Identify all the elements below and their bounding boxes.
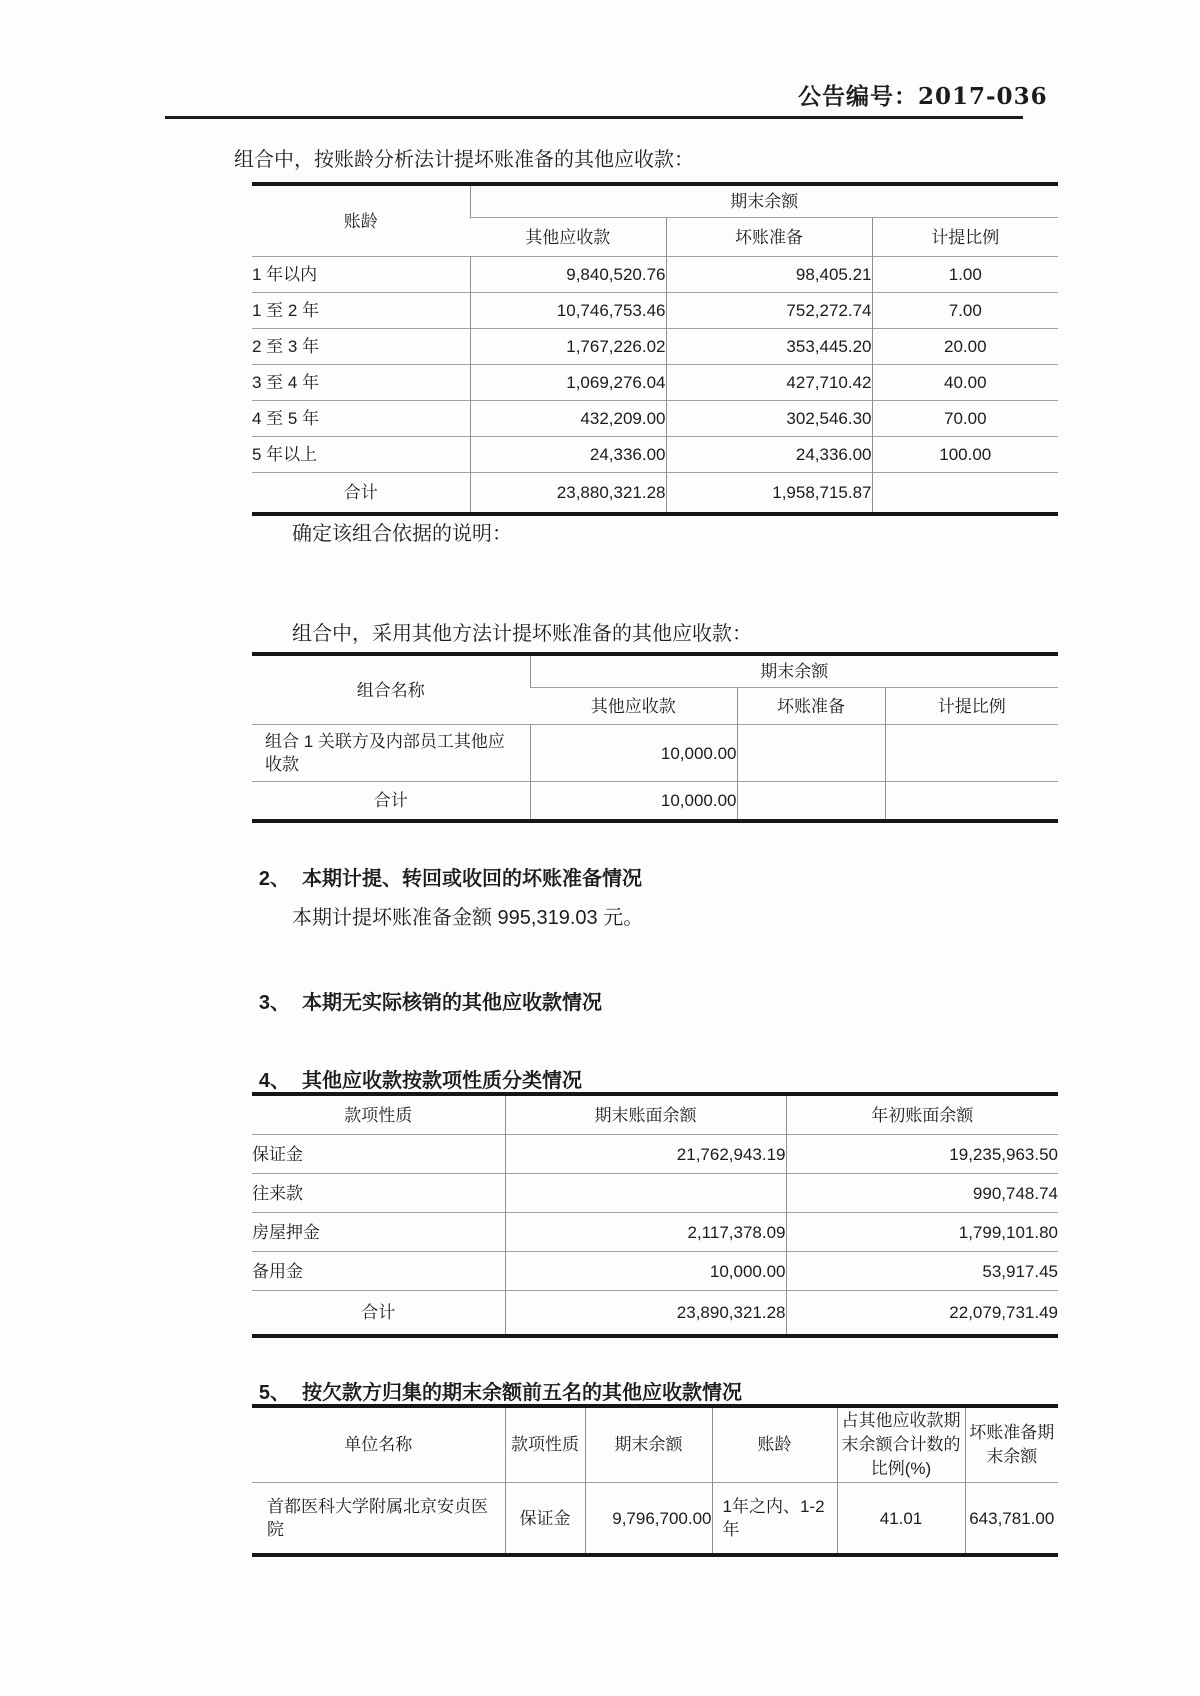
cell-nature: 保证金 xyxy=(505,1483,585,1556)
section-4-heading xyxy=(240,1064,582,1093)
cell-age: 3 至 4 年 xyxy=(252,365,470,401)
cell-receivable: 1,069,276.04 xyxy=(470,365,666,401)
cell-nature: 保证金 xyxy=(252,1135,505,1174)
cell-ending-balance xyxy=(505,1174,786,1213)
col-header-bad-debt-provision: 坏账准备 xyxy=(737,688,885,725)
cell-beginning-balance: 990,748.74 xyxy=(786,1174,1058,1213)
cell-age: 4 至 5 年 xyxy=(252,401,470,437)
col-header-ending-balance-group: 期末余额 xyxy=(470,184,1058,218)
col-header-ending-book-balance: 期末账面余额 xyxy=(505,1094,786,1135)
col-header-portfolio-name: 组合名称 xyxy=(356,680,425,700)
col-header-ending-balance: 期末余额 xyxy=(585,1406,712,1483)
col-header-other-receivables: 其他应收款 xyxy=(470,218,666,257)
cell-total-ending-balance: 23,890,321.28 xyxy=(505,1291,786,1337)
cell-ratio: 20.00 xyxy=(872,329,1058,365)
col-header-bad-debt-provision: 坏账准备 xyxy=(666,218,872,257)
table-total-row xyxy=(252,782,1058,822)
cell-receivable: 9,840,520.76 xyxy=(470,257,666,293)
section-2-number: 2、 xyxy=(258,868,290,890)
col-header-ratio-of-total: 占其他应收款期末余额合计数的比例(%) xyxy=(837,1406,965,1483)
cell-age: 1 至 2 年 xyxy=(252,293,470,329)
col-header-other-receivables: 其他应收款 xyxy=(530,688,737,725)
cell-total-label: 合计 xyxy=(252,1291,505,1337)
section-3-heading xyxy=(240,986,602,1015)
table-header-row xyxy=(252,1406,1058,1483)
cell-beginning-balance: 19,235,963.50 xyxy=(786,1135,1058,1174)
cell-beginning-balance: 1,799,101.80 xyxy=(786,1213,1058,1252)
section-2-title: 本期计提、转回或收回的坏账准备情况 xyxy=(302,868,642,890)
cell-ratio-of-total: 41.01 xyxy=(837,1483,965,1556)
table-total-row xyxy=(252,473,1058,515)
cell-ratio: 1.00 xyxy=(872,257,1058,293)
cell-total-receivable: 23,880,321.28 xyxy=(470,473,666,515)
cell-bad-debt-ending-balance: 643,781.00 xyxy=(965,1483,1058,1556)
nature-classification-table xyxy=(252,1092,1058,1338)
table-row xyxy=(252,1252,1058,1291)
cell-nature: 房屋押金 xyxy=(252,1213,505,1252)
top-five-debtors-table xyxy=(252,1404,1058,1557)
cell-ending-balance: 2,117,378.09 xyxy=(505,1213,786,1252)
cell-ratio: 40.00 xyxy=(872,365,1058,401)
section-5-title: 按欠款方归集的期末余额前五名的其他应收款情况 xyxy=(302,1382,742,1404)
cell-receivable: 10,746,753.46 xyxy=(470,293,666,329)
cell-ratio: 70.00 xyxy=(872,401,1058,437)
cell-bad-debt: 752,272.74 xyxy=(666,293,872,329)
intro-paragraph: 组合中，按账龄分析法计提坏账准备的其他应收款： xyxy=(234,149,694,171)
col-header-age: 账龄 xyxy=(712,1406,837,1483)
cell-bad-debt: 98,405.21 xyxy=(666,257,872,293)
cell-total-ratio xyxy=(872,473,1058,515)
cell-bad-debt: 427,710.42 xyxy=(666,365,872,401)
table-row xyxy=(252,437,1058,473)
cell-receivable: 1,767,226.02 xyxy=(470,329,666,365)
table-row xyxy=(252,293,1058,329)
cell-ending-balance: 9,796,700.00 xyxy=(585,1483,712,1556)
cell-total-ratio xyxy=(885,782,1058,822)
cell-bad-debt: 24,336.00 xyxy=(666,437,872,473)
table-header-row xyxy=(252,654,1058,688)
section-5-number: 5、 xyxy=(258,1382,290,1404)
cell-total-beginning-balance: 22,079,731.49 xyxy=(786,1291,1058,1337)
section-4-title: 其他应收款按款项性质分类情况 xyxy=(302,1070,582,1092)
col-header-ending-balance-group: 期末余额 xyxy=(530,654,1058,688)
cell-age: 5 年以上 xyxy=(252,437,470,473)
section-2-body: 本期计提坏账准备金额 995,319.03 元。 xyxy=(292,907,644,929)
cell-bad-debt: 302,546.30 xyxy=(666,401,872,437)
table-row xyxy=(252,1174,1058,1213)
cell-portfolio-name: 组合 1 关联方及内部员工其他应收款 xyxy=(252,725,530,782)
cell-receivable: 24,336.00 xyxy=(470,437,666,473)
section-4-number: 4、 xyxy=(258,1070,290,1092)
cell-bad-debt xyxy=(737,725,885,782)
cell-ratio xyxy=(885,725,1058,782)
table-row xyxy=(252,257,1058,293)
cell-ratio: 7.00 xyxy=(872,293,1058,329)
table-row xyxy=(252,401,1058,437)
cell-age: 1 年以内 xyxy=(252,257,470,293)
cell-age: 1年之内、1-2年 xyxy=(712,1483,837,1556)
announcement-number: 公告编号：2017-036 xyxy=(798,83,1048,110)
basis-note-paragraph: 确定该组合依据的说明： xyxy=(292,523,512,545)
col-header-unit-name: 单位名称 xyxy=(344,1435,413,1454)
cell-total-bad-debt xyxy=(737,782,885,822)
table-header-row xyxy=(252,1094,1058,1135)
cell-beginning-balance: 53,917.45 xyxy=(786,1252,1058,1291)
col-header-beginning-book-balance: 年初账面余额 xyxy=(786,1094,1058,1135)
table-row xyxy=(252,365,1058,401)
cell-age: 2 至 3 年 xyxy=(252,329,470,365)
cell-ending-balance: 21,762,943.19 xyxy=(505,1135,786,1174)
cell-bad-debt: 353,445.20 xyxy=(666,329,872,365)
col-header-age: 账龄 xyxy=(343,211,378,231)
cell-nature: 备用金 xyxy=(252,1252,505,1291)
table-row xyxy=(252,1483,1058,1556)
cell-total-bad-debt: 1,958,715.87 xyxy=(666,473,872,515)
cell-ratio: 100.00 xyxy=(872,437,1058,473)
col-header-nature: 款项性质 xyxy=(344,1105,413,1125)
table-total-row xyxy=(252,1291,1058,1337)
table-row xyxy=(252,725,1058,782)
aging-analysis-table xyxy=(252,182,1058,516)
other-method-paragraph: 组合中，采用其他方法计提坏账准备的其他应收款： xyxy=(292,623,752,645)
section-2-heading xyxy=(240,862,642,891)
col-header-provision-ratio: 计提比例 xyxy=(872,218,1058,257)
cell-ending-balance: 10,000.00 xyxy=(505,1252,786,1291)
section-5-heading xyxy=(240,1376,742,1405)
cell-total-label: 合计 xyxy=(252,473,470,515)
cell-receivable: 10,000.00 xyxy=(530,725,737,782)
section-3-title: 本期无实际核销的其他应收款情况 xyxy=(302,992,602,1014)
col-header-provision-ratio: 计提比例 xyxy=(885,688,1058,725)
table-row xyxy=(252,329,1058,365)
header-divider-line xyxy=(165,116,1023,119)
table-row xyxy=(252,1135,1058,1174)
cell-receivable: 432,209.00 xyxy=(470,401,666,437)
col-header-nature: 款项性质 xyxy=(505,1406,585,1483)
cell-total-label: 合计 xyxy=(252,782,530,822)
table-row xyxy=(252,1213,1058,1252)
section-3-number: 3、 xyxy=(258,992,290,1014)
other-method-table xyxy=(252,652,1058,823)
cell-nature: 往来款 xyxy=(252,1174,505,1213)
cell-total-receivable: 10,000.00 xyxy=(530,782,737,822)
table-header-row xyxy=(252,184,1058,218)
col-header-bad-debt-ending-balance: 坏账准备期末余额 xyxy=(965,1406,1058,1483)
cell-unit-name: 首都医科大学附属北京安贞医院 xyxy=(252,1483,505,1556)
